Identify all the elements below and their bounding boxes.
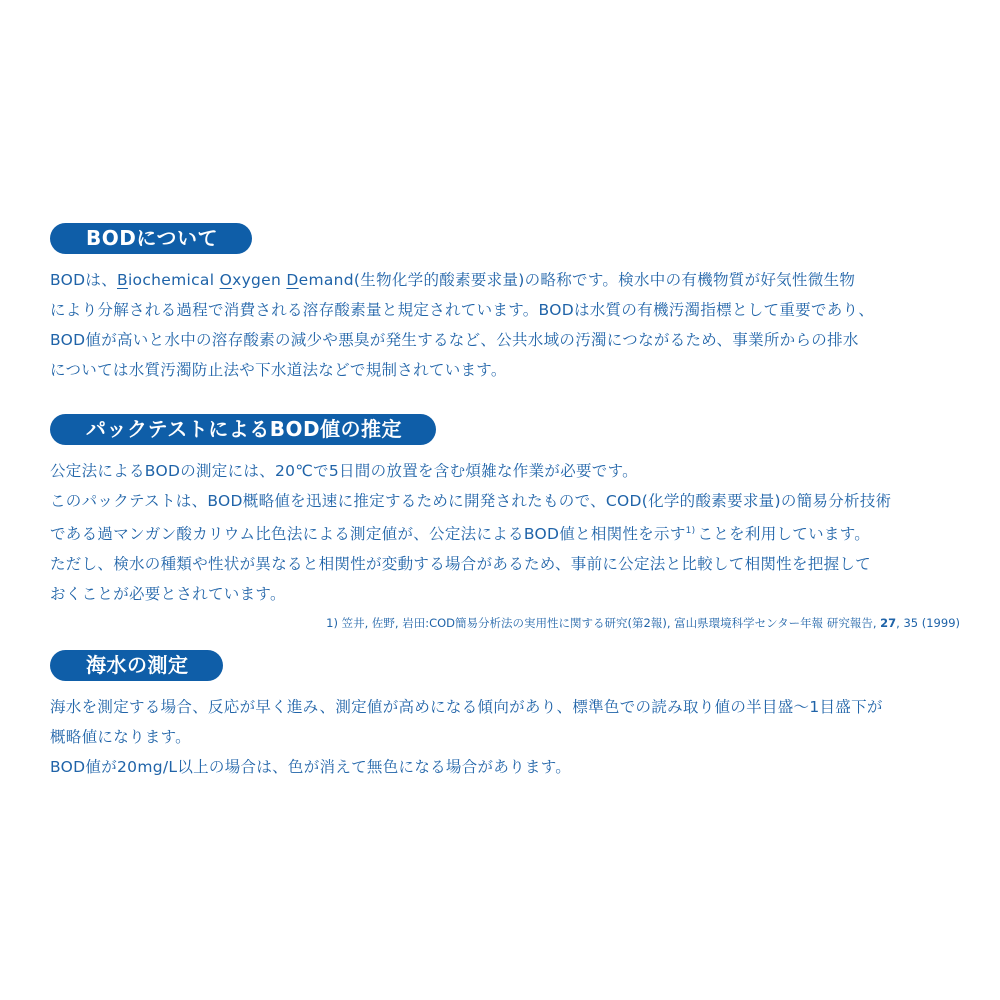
body-line: により分解される過程で消費される溶存酸素量と規定されています。BODは水質の有機汚濁指標として重要であり、 <box>50 301 875 319</box>
body-line: 概略値になります。 <box>50 728 191 746</box>
body-line: このパックテストは、BOD概略値を迅速に推定するために開発されたもので、COD(化学的酸素要求量)の簡易分析技術 <box>50 492 892 510</box>
section-heading: パックテストによるBOD値の推定 <box>50 414 436 445</box>
text-span: である過マンガン酸カリウム比色法による測定値が、公定法によるBOD値と相関性を示す <box>50 525 686 543</box>
body-line: おくことが必要とされています。 <box>50 585 286 603</box>
body-line: 公定法によるBODの測定には、20℃で5日間の放置を含む煩雑な作業が必要です。 <box>50 462 638 480</box>
section-heading: BODについて <box>50 223 252 254</box>
section-packtest-bod <box>50 414 960 633</box>
section-bod-about <box>50 223 960 385</box>
text-span: BODは、 <box>50 271 117 289</box>
footnote-volume: 27 <box>880 616 897 630</box>
body-line <box>50 516 960 549</box>
body-line: については水質汚濁防止法や下水道法などで規制されています。 <box>50 361 507 379</box>
acronym-letter: D <box>286 271 299 289</box>
footnote-text: 1) 笠井, 佐野, 岩田:COD簡易分析法の実用性に関する研究(第2報), 富山県環境科学センター年報 研究報告, <box>326 616 881 630</box>
footnote-mark: 1) <box>685 526 696 536</box>
section-seawater <box>50 650 960 782</box>
body-line <box>50 265 960 295</box>
section-body <box>50 265 960 385</box>
text-span: emand(生物化学的酸素要求量)の略称です。検水中の有機物質が好気性微生物 <box>298 271 856 289</box>
acronym-letter: B <box>117 271 128 289</box>
section-body <box>50 692 960 782</box>
body-line: 海水を測定する場合、反応が早く進み、測定値が高めになる傾向があり、標準色での読み取り値の半目盛～1目盛下が <box>50 698 883 716</box>
body-line: ただし、検水の種類や性状が異なると相関性が変動する場合があるため、事前に公定法と比較して相関性を把握して <box>50 555 871 573</box>
body-line: BOD値が20mg/L以上の場合は、色が消えて無色になる場合があります。 <box>50 758 572 776</box>
text-span: iochemical <box>127 271 220 289</box>
text-span: ことを利用しています。 <box>697 525 871 543</box>
body-line: BOD値が高いと水中の溶存酸素の減少や悪臭が発生するなど、公共水域の汚濁につながるため、事業所からの排水 <box>50 331 859 349</box>
section-body <box>50 456 960 609</box>
text-span: xygen <box>232 271 287 289</box>
footnote <box>50 613 960 633</box>
section-heading: 海水の測定 <box>50 650 223 681</box>
footnote-text: , 35 (1999) <box>896 616 960 630</box>
acronym-letter: O <box>219 271 233 289</box>
